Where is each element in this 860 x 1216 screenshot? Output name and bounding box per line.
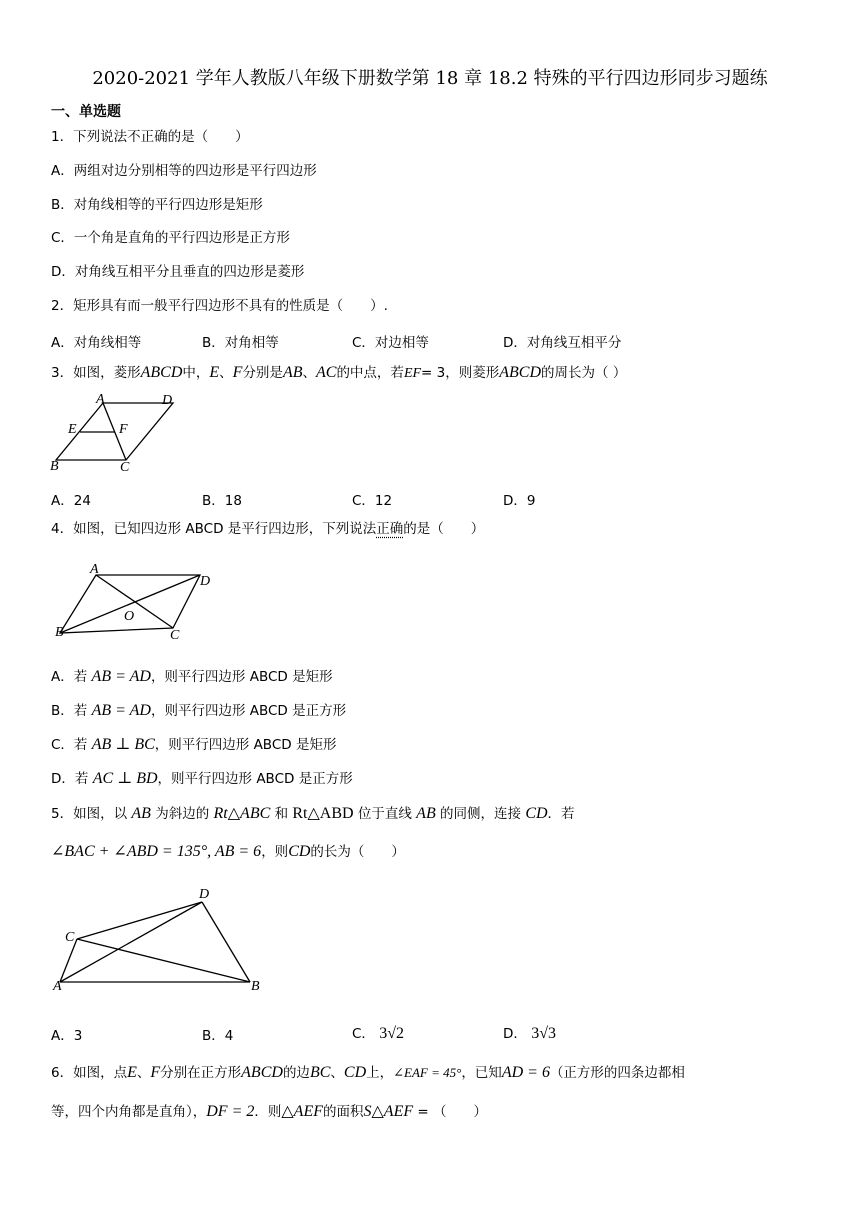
fig3-label-c: C [120, 460, 130, 474]
section-heading: 一、单选题 [51, 104, 121, 120]
q6-stem-line1: 6．如图，点E、F分别在正方形ABCD的边BC、CD上，∠EAF = 45°，已知AD = 6（正方形的四条边都相 [51, 1064, 685, 1081]
q3-option-b: B．18 [202, 493, 242, 509]
fig3-label-b: B [50, 459, 59, 474]
q2-option-c: C．对边相等 [352, 335, 429, 351]
q4-option-c: C．若 AB ⊥ BC，则平行四边形 ABCD 是矩形 [51, 736, 337, 753]
q5-option-b: B．4 [202, 1028, 234, 1044]
page-title: 2020-2021 学年人教版八年级下册数学第 18 章 18.2 特殊的平行四边形同步习题练 [92, 68, 768, 89]
q2-stem: 2．矩形具有而一般平行四边形不具有的性质是（ ）. [51, 298, 388, 314]
q3-option-a: A．24 [51, 493, 91, 509]
q2-option-d: D．对角线互相平分 [503, 335, 622, 351]
fig5-label-d: D [199, 887, 210, 902]
q2-option-b: B．对角相等 [202, 335, 279, 351]
q5-option-a: A．3 [51, 1028, 83, 1044]
q4-parallelogram-figure [50, 558, 220, 648]
fig4-label-o: O [124, 609, 135, 624]
q4-stem: 4．如图，已知四边形 ABCD 是平行四边形，下列说法正确的是（ ） [51, 521, 485, 537]
fig3-label-d: D [162, 393, 173, 408]
q2-option-a: A．对角线相等 [51, 335, 142, 351]
fig3-label-a: A [96, 392, 105, 407]
q5-option-d: D． 3√3 [503, 1025, 556, 1042]
q6-stem-line2: 等，四个内角都是直角），DF = 2．则△AEF的面积S△AEF = （ ） [51, 1103, 488, 1120]
q1-option-b: B．对角线相等的平行四边形是矩形 [51, 197, 263, 213]
q1-option-c: C．一个角是直角的平行四边形是正方形 [51, 230, 290, 246]
q5-triangle-figure [48, 884, 268, 994]
fig4-label-d: D [200, 574, 211, 589]
q4-option-b: B．若 AB = AD，则平行四边形 ABCD 是正方形 [51, 702, 347, 719]
fig4-label-a: A [90, 562, 99, 577]
q1-stem: 1．下列说法不正确的是（ ） [51, 129, 249, 145]
fig3-label-e: E [68, 422, 77, 437]
q1-option-a: A．两组对边分别相等的四边形是平行四边形 [51, 163, 317, 179]
fig3-label-f: F [119, 422, 128, 437]
q3-stem: 3．如图，菱形ABCD中，E、F分别是AB、AC的中点，若EF= 3，则菱形ABCD的周长为（ ） [51, 364, 627, 381]
fig4-label-b: B [55, 625, 64, 640]
q3-option-c: C．12 [352, 493, 393, 509]
fig5-label-c: C [65, 930, 75, 945]
q4-option-a: A．若 AB = AD，则平行四边形 ABCD 是矩形 [51, 668, 333, 685]
fig4-label-c: C [170, 628, 180, 643]
fig5-label-b: B [251, 979, 260, 994]
q3-rhombus-figure [48, 390, 188, 474]
q5-stem-line2: ∠BAC + ∠ABD = 135°, AB = 6，则CD的长为（ ） [51, 843, 405, 860]
q3-option-d: D．9 [503, 493, 536, 509]
q1-option-d: D．对角线互相平分且垂直的四边形是菱形 [51, 264, 305, 280]
q5-stem-line1: 5．如图，以 AB 为斜边的 Rt△ABC 和 Rt△ABD 位于直线 AB 的同侧，连接 CD．若 [51, 805, 575, 822]
q5-option-c: C． 3√2 [352, 1025, 405, 1042]
fig5-label-a: A [53, 979, 62, 994]
q4-option-d: D．若 AC ⊥ BD，则平行四边形 ABCD 是正方形 [51, 770, 353, 787]
